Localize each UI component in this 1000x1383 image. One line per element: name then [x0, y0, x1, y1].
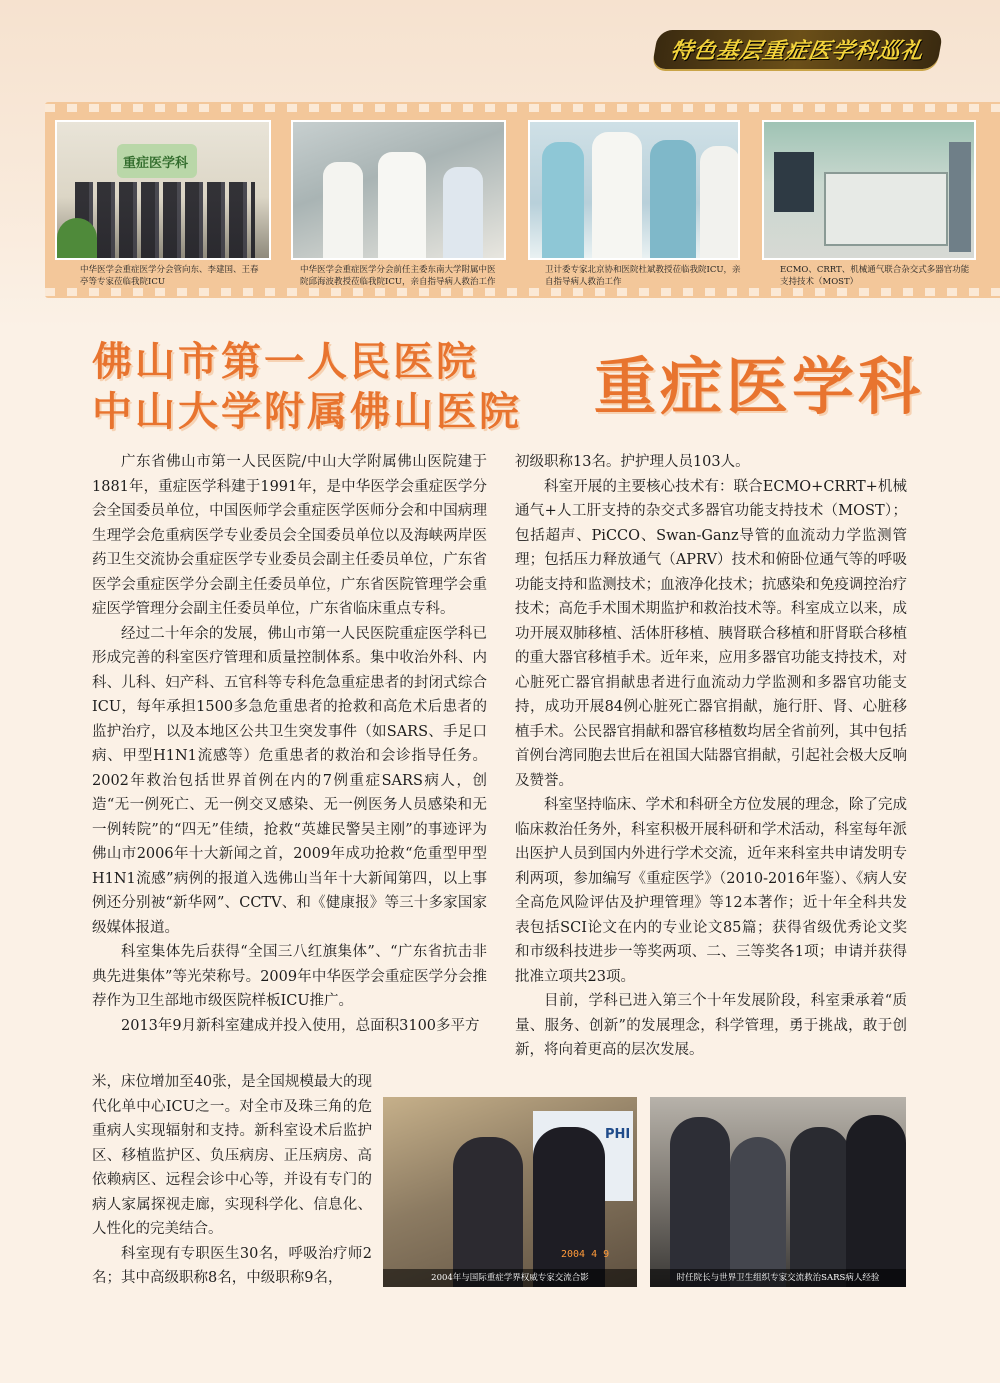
person-figure: [533, 1127, 605, 1287]
paragraph: 2013年9月新科室建成并投入使用，总面积3100多平方: [121, 1017, 480, 1034]
photo-who-exchange: [650, 1097, 906, 1287]
paragraph: 经过二十年余的发展，佛山市第一人民医院重症医学科已形成完善的科室医疗管理和质量控制体系。集中收治外科、内科、儿科、妇产科、五官科等专科危急重症患者的封闭式综合ICU，每年承担1500多急危重患者的抢救和高危术后患者的监护治疗，以及本地区公共卫生突发事件（如SARS、手足口病、甲型H1N1流感等）危重患者的救治和会诊指导任务。2002年救治包括世界首例在内的7例重症SARS病人，创造“无一例死亡、无一例交叉感染、无一例医务人员感染和无一例转院”的“四无”佳绩，抢救“英雄民警吴主刚”的事迹评为佛山市2006年十大新闻之首，2009年成功抢救“危重型甲型H1N1流感”病例的报道入选佛山当年十大新闻第四，以上事例还分别被“新华网”、CCTV、和《健康报》等三十多家国家级媒体报道。: [92, 625, 487, 936]
paragraph: 广东省佛山市第一人民医院/中山大学附属佛山医院建于1881年，重症医学科建于1991年，是中华医学会重症医学分会全国委员单位，中国医师学会重症医学医师分会和中国病理生理学会危重病医学专业委员会全国委员单位以及海峡两岸医药卫生交流协会重症医学专业委员会副主任委员单位，广东省医学会重症医学分会副主任委员单位，广东省医院管理学会重症医学管理分会副主任委员单位，广东省临床重点专科。: [92, 454, 487, 617]
doctor-figure: [592, 132, 642, 260]
banner-brand: PHI: [605, 1127, 631, 1142]
person-figure: [846, 1115, 906, 1287]
photo-caption: ECMO、CRRT、机械通气联合杂交式多器官功能支持技术（MOST）: [780, 265, 970, 287]
photo-caption: 时任院长与世界卫生组织专家交流救治SARS病人经验: [650, 1269, 906, 1287]
person-figure: [453, 1137, 523, 1287]
doctor-figure: [378, 152, 426, 260]
hospital-name-line2: 中山大学附属佛山医院: [92, 389, 522, 435]
paragraph: 科室集体先后获得“全国三八红旗集体”、“广东省抗击非典先进集体”等光荣称号。2009年中华医学会重症医学分会推荐作为卫生部地市级医院样板ICU推广。: [92, 944, 487, 1009]
paragraph: 科室现有专职医生30名，呼吸治疗师2名；其中高级职称8名，中级职称9名，: [92, 1245, 372, 1286]
photo-date-stamp: 2004 4 9: [561, 1249, 610, 1260]
people-silhouettes: [75, 182, 255, 260]
person-figure: [730, 1137, 786, 1287]
photo-icu-equipment: [762, 120, 976, 260]
plant: [57, 218, 97, 258]
photo-ward-round: [528, 120, 740, 260]
person-figure: [670, 1117, 730, 1287]
paragraph: 科室开展的主要核心技术有：联合ECMO+CRRT+机械通气+人工肝支持的杂交式多器官功能支持技术（MOST）；包括超声、PiCCO、Swan-Ganz导管的血流动力学监测管理；包括压力释放通气（APRV）技术和俯卧位通气等的呼吸功能支持和监测技术；血液净化技术；抗感染和免疫调控治疗技术；高危手术围术期监护和救治技术等。科室成立以来，成功开展双肺移植、活体肝移植、胰肾联合移植和肝肾联合移植的重大器官移植手术。近年来，应用多器官功能支持技术，对心脏死亡器官捐献患者进行血流动力学监测和多器官功能支持，成功开展84例心脏死亡器官捐献，施行肝、肾、心脏移植手术。公民器官捐献和器官移植数均居全省前列，其中包括首例台湾同胞去世后在祖国大陆器官捐献，引起社会极大反响及赞誉。: [515, 478, 907, 789]
wall-sign-text: 重症医学科: [123, 156, 189, 171]
doctor-figure: [650, 140, 696, 260]
photo-caption: 中华医学会重症医学分会前任主委东南大学附属中医院邱海波教授莅临我院ICU，亲自指导病人救治工作: [300, 265, 496, 287]
article-column-left: [92, 450, 487, 1038]
article-column-left-narrow: [92, 1070, 372, 1291]
doctor-figure: [700, 146, 740, 260]
photo-bedside-visit: [291, 120, 506, 260]
paragraph: 米，床位增加至40张，是全国规模最大的现代化单中心ICU之一。对全市及珠三角的危重病人实现辐射和支持。新科室设术后监护区、移植监护区、负压病房、正压病房、高依赖病区、远程会诊中心等，并设有专门的病人家属探视走廊，实现科学化、信息化、人性化的完美结合。: [92, 1074, 372, 1237]
hospital-name-line1: 佛山市第一人民医院: [92, 339, 479, 385]
photo-caption: 卫计委专家北京协和医院杜斌教授莅临我院ICU，亲自指导病人救治工作: [545, 265, 741, 287]
doctor-figure: [443, 167, 483, 260]
monitor: [774, 152, 814, 212]
equipment-stand: [949, 142, 971, 252]
article-column-right: [515, 450, 907, 1063]
department-title: 重症医学科: [594, 350, 925, 423]
series-badge: 特色基层重症医学科巡礼: [652, 30, 944, 69]
paragraph: 目前，学科已进入第三个十年发展阶段，科室秉承着“质量、服务、创新”的发展理念，科学管理，勇于挑战，敢于创新，将向着更高的层次发展。: [515, 993, 907, 1058]
person-figure: [790, 1127, 850, 1287]
photo-group-visit: [55, 120, 271, 260]
icu-bed: [824, 172, 948, 246]
nurse-figure: [542, 142, 584, 260]
photo-caption: 2004年与国际重症学界权威专家交流合影: [383, 1269, 637, 1287]
paragraph: 初级职称13名。护护理人员103人。: [515, 454, 750, 470]
photo-caption: 中华医学会重症医学分会管向东、李建国、王春亭等专家莅临我院ICU: [80, 265, 259, 287]
photo-expert-exchange: [383, 1097, 637, 1287]
paragraph: 科室坚持临床、学术和科研全方位发展的理念，除了完成临床救治任务外，科室积极开展科研和学术活动，科室每年派出医护人员到国内外进行学术交流，近年来科室共申请发明专利两项，参加编写《重症医学》（2010-2016年鉴）、《病人安全高危风险评估及护理管理》等12本著作；近十年全科共发表包括SCI论文在内的专业论文85篇；获得省级优秀论文奖和市级科技进步一等奖两项、二、三等奖各1项；申请并获得批准立项共23项。: [515, 797, 907, 985]
doctor-figure: [323, 162, 363, 260]
